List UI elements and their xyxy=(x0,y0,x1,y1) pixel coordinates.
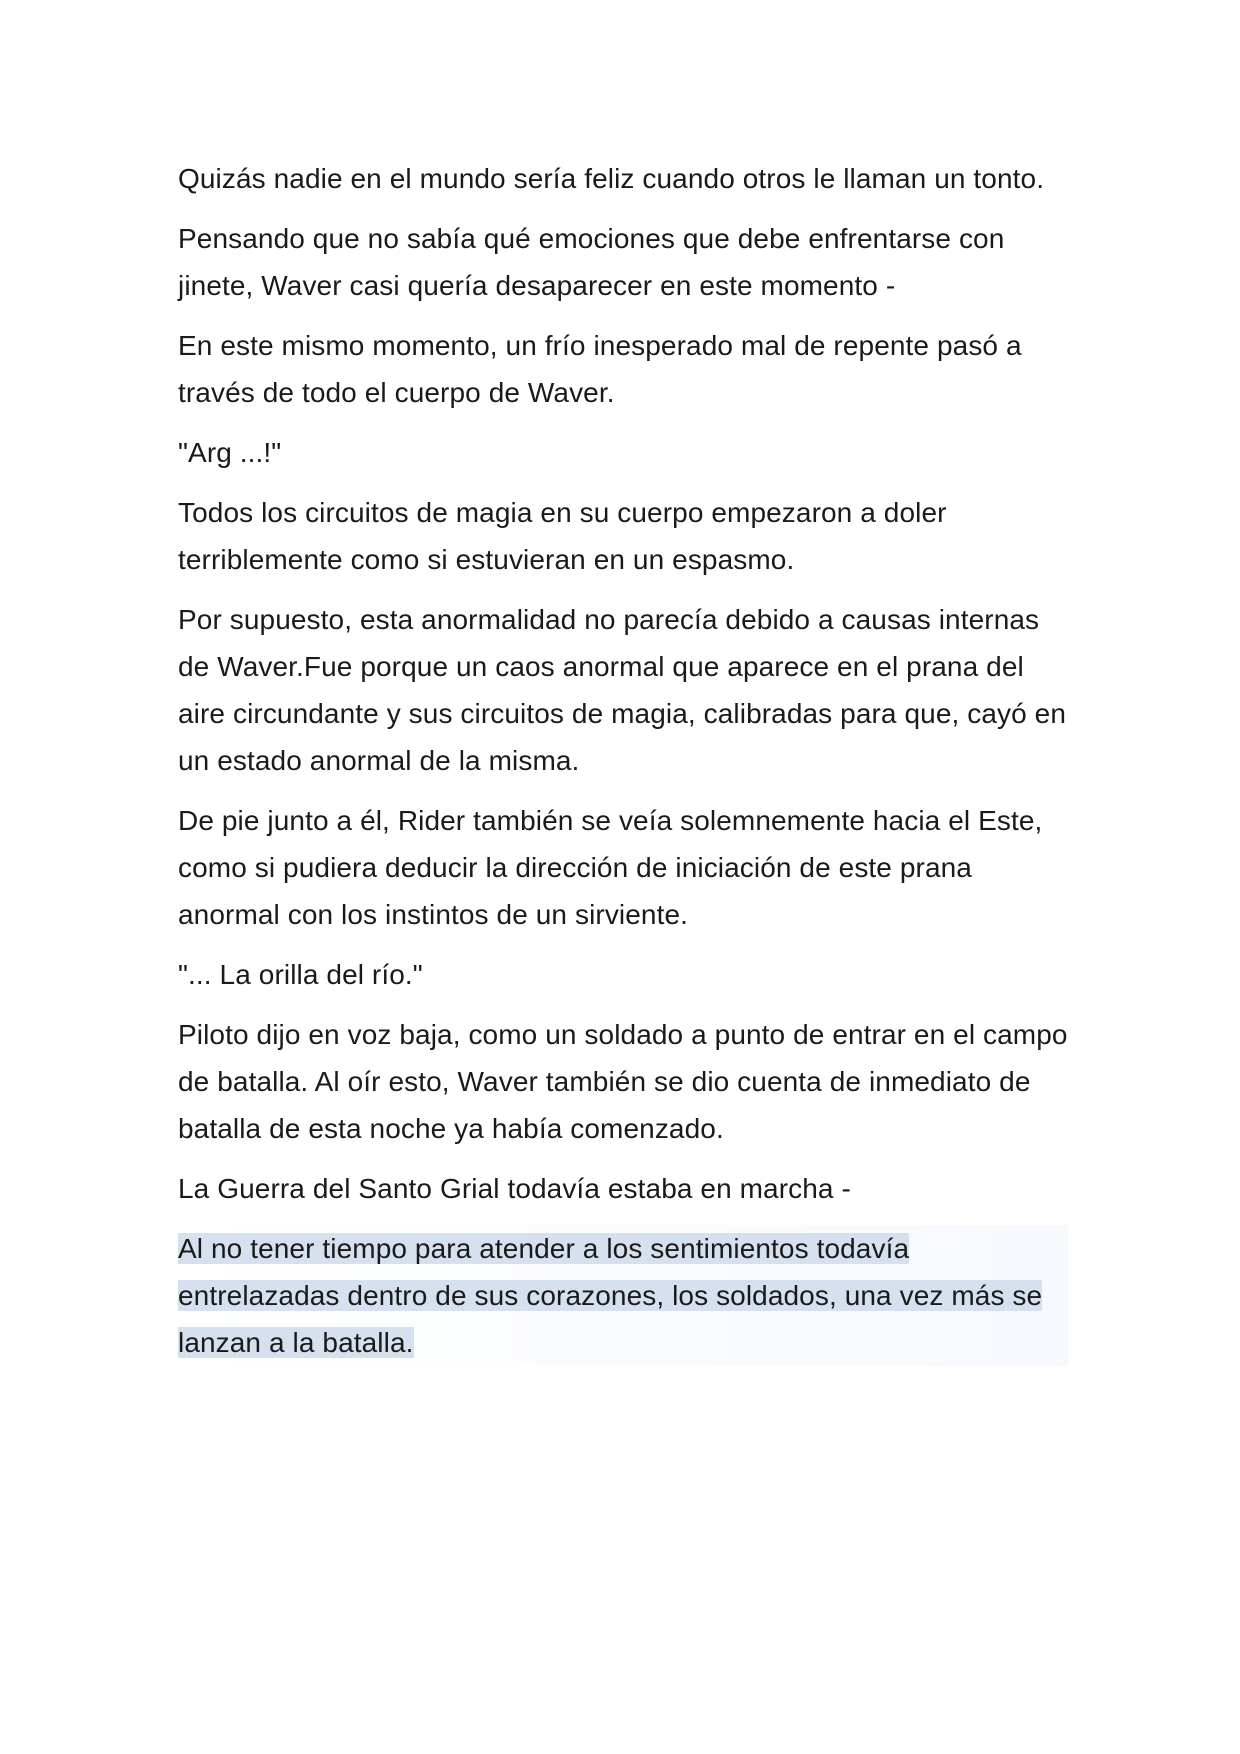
paragraph-6: Por supuesto, esta anormalidad no parecía debido a causas internas de Waver.Fue porque un caos anormal que aparece en el prana del aire circundante y sus circuitos de magia, calibradas para que, cayó en un estado anormal de la misma. xyxy=(178,604,1067,776)
document-body xyxy=(178,155,1068,1379)
paragraph-7: De pie junto a él, Rider también se veía solemnemente hacia el Este, como si pudiera deducir la dirección de iniciación de este prana anormal con los instintos de un sirviente. xyxy=(178,805,1043,930)
paragraph-1: Quizás nadie en el mundo sería feliz cuando otros le llaman un tonto. xyxy=(178,163,1045,194)
paragraph-8: "... La orilla del río." xyxy=(178,959,423,990)
highlighted-paragraph[interactable] xyxy=(178,1225,1068,1366)
paragraph-9: Piloto dijo en voz baja, como un soldado a punto de entrar en el campo de batalla. Al oír esto, Waver también se dio cuenta de inmediato de batalla de esta noche ya había comenzado. xyxy=(178,1019,1068,1144)
paragraph-4: "Arg ...!" xyxy=(178,437,282,468)
paragraph-2: Pensando que no sabía qué emociones que debe enfrentarse con jinete, Waver casi quería desaparecer en este momento - xyxy=(178,223,1005,301)
paragraph-10: La Guerra del Santo Grial todavía estaba en marcha - xyxy=(178,1173,851,1204)
paragraph-5: Todos los circuitos de magia en su cuerpo empezaron a doler terriblemente como si estuvieran en un espasmo. xyxy=(178,497,947,575)
text-selection-highlight[interactable]: Al no tener tiempo para atender a los sentimientos todavía entrelazadas dentro de sus corazones, los soldados, una vez más se lanzan a la batalla. xyxy=(178,1233,1043,1358)
paragraph-3: En este mismo momento, un frío inesperado mal de repente pasó a través de todo el cuerpo de Waver. xyxy=(178,330,1022,408)
